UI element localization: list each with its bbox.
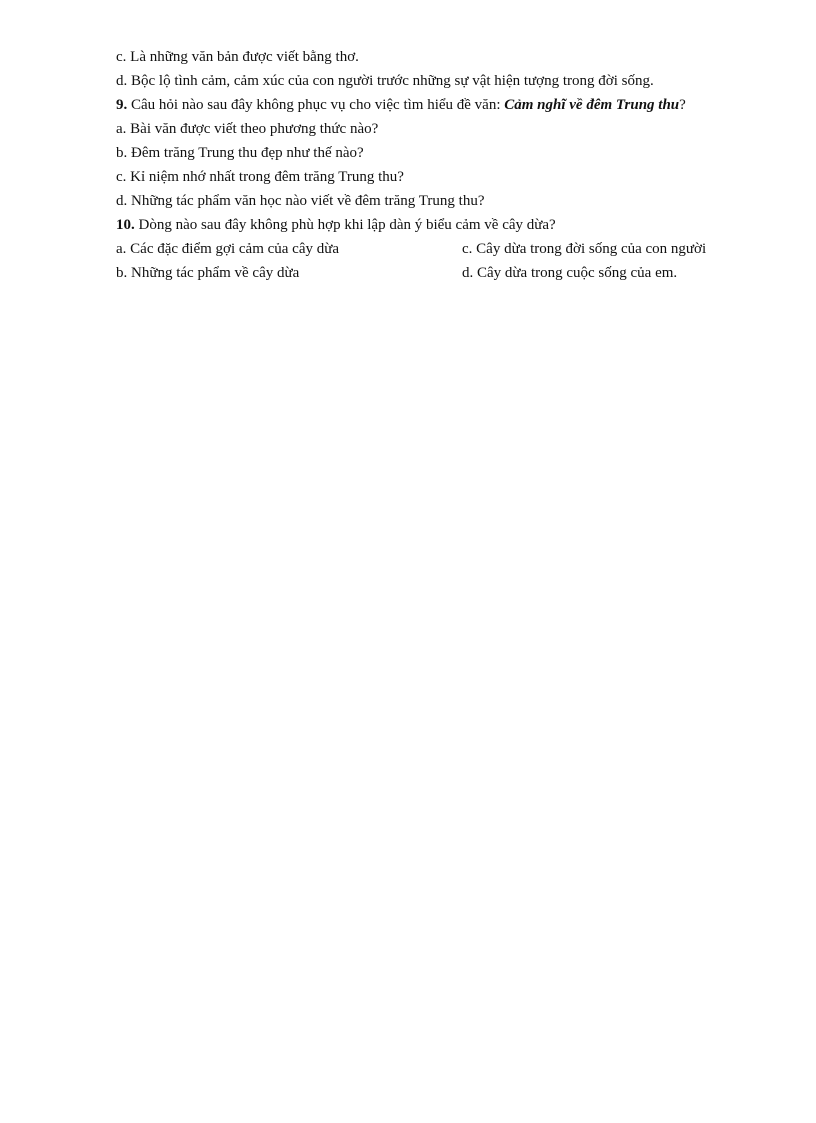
q10-option-a: a. Các đặc điểm gợi cảm của cây dừa — [116, 241, 340, 257]
q9-number: 9. — [116, 97, 128, 113]
q9-question — [116, 93, 761, 117]
q10-question — [116, 213, 761, 237]
q10-option-d: d. Cây dừa trong cuộc sống của em. — [462, 265, 678, 281]
q9-option-c: c. Kỉ niệm nhớ nhất trong đêm trăng Trung thu? — [116, 169, 404, 185]
q9-option-a: a. Bài văn được viết theo phương thức nào? — [116, 121, 379, 137]
q8-option-c: c. Là những văn bản được viết bằng thơ. — [116, 49, 359, 65]
q9-text: Câu hỏi nào sau đây không phục vụ cho việc tìm hiểu đề văn: — [127, 97, 505, 113]
q10-text: Dòng nào sau đây không phù hợp khi lập dàn ý biểu cảm về cây dừa? — [134, 217, 556, 233]
q9-option-d: d. Những tác phẩm văn học nào viết về đêm trăng Trung thu? — [116, 193, 485, 209]
document-content — [116, 45, 761, 285]
q9-topic: Cảm nghĩ về đêm Trung thu — [504, 97, 680, 113]
q10-option-b: b. Những tác phẩm về cây dừa — [116, 265, 300, 281]
q8-option-d: d. Bộc lộ tình cảm, cảm xúc của con người trước những sự vật hiện tượng trong đời sống. — [116, 73, 654, 89]
q9-option-b: b. Đêm trăng Trung thu đẹp như thế nào? — [116, 145, 364, 161]
q10-options-row-1 — [116, 237, 761, 261]
q10-option-c: c. Cây dừa trong đời sống của con người — [462, 241, 707, 257]
q9-end: ? — [679, 97, 686, 113]
q10-number: 10. — [116, 217, 135, 233]
q10-options-row-2 — [116, 261, 761, 285]
